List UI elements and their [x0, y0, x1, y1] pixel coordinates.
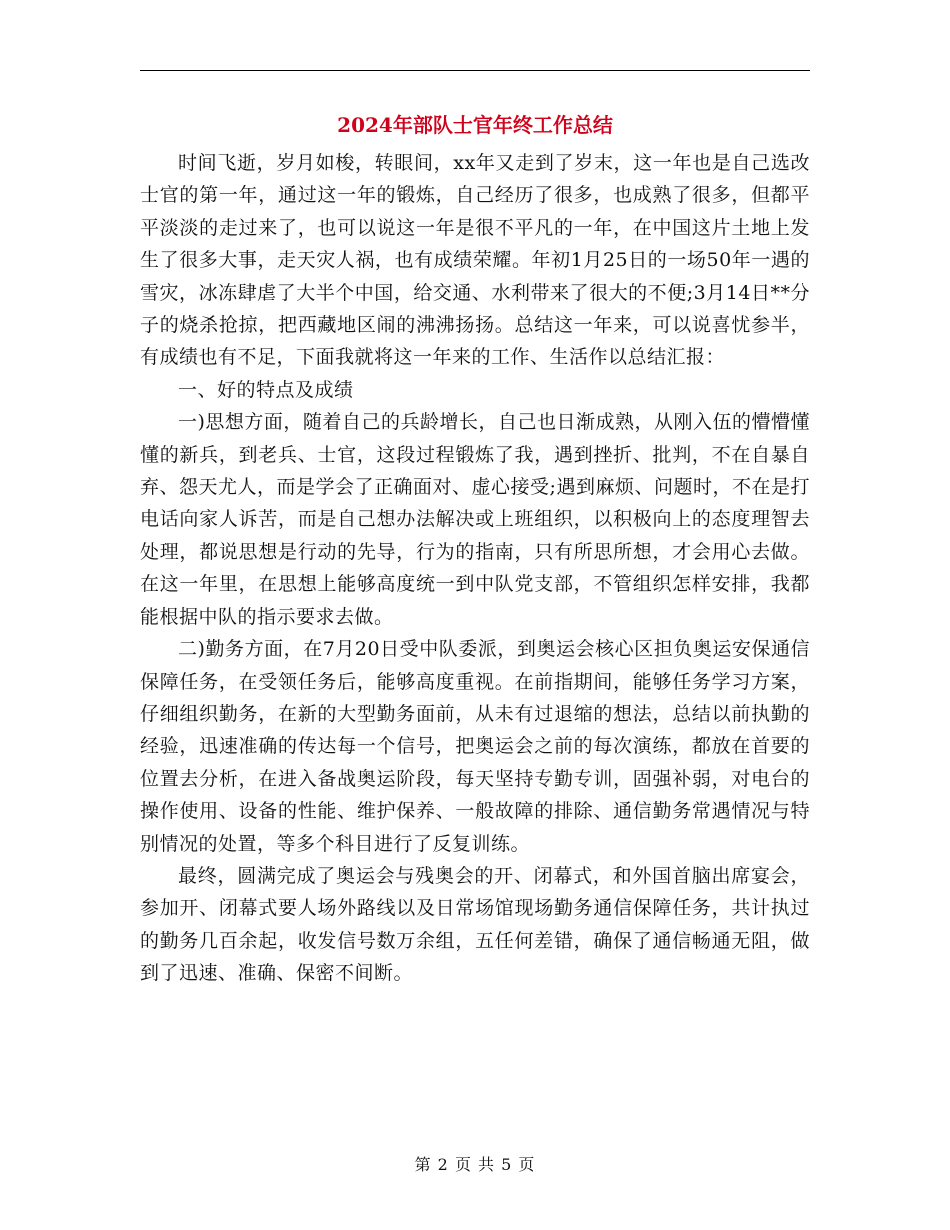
paragraph-duty: 二)勤务方面，在7月20日受中队委派，到奥运会核心区担负奥运安保通信保障任务，在受领任务后，能够高度重视。在前指期间，能够任务学习方案，仔细组织勤务，在新的大型勤务面前，从未有过退缩的想法，总结以前执勤的经验，迅速准确的传达每一个信号，把奥运会之前的每次演练，都放在首要的位置去分析，在进入备战奥运阶段，每天坚持专勤专训，固强补弱，对电台的操作使用、设备的性能、维护保养、一般故障的排除、通信勤务常遇情况与特别情况的处置，等多个科目进行了反复训练。	[140, 638, 810, 855]
paragraph-final: 最终，圆满完成了奥运会与残奥会的开、闭幕式，和外国首脑出席宴会，参加开、闭幕式要人场外路线以及日常场馆现场勤务通信保障任务，共计执过的勤务几百余起，收发信号数万余组，五任何差错，确保了通信畅通无阻，做到了迅速、准确、保密不间断。	[140, 864, 810, 985]
paragraph-intro: 时间飞逝，岁月如梭，转眼间，xx年又走到了岁末，这一年也是自己选改士官的第一年，通过这一年的锻炼，自己经历了很多，也成熟了很多，但都平平淡淡的走过来了，也可以说这一年是很不平凡的一年，在中国这片土地上发生了很多大事，走天灾人祸，也有成绩荣耀。年初1月25日的一场50年一遇的雪灾，冰冻肆虐了大半个中国，给交通、水利带来了很大的不便;3月14日**分子的烧杀抢掠，把西藏地区闹的沸沸扬扬。总结这一年来，可以说喜忧参半，有成绩也有不足，下面我就将这一年来的工作、生活作以总结汇报：	[140, 152, 810, 369]
header-rule	[140, 70, 810, 71]
document-body	[140, 147, 810, 990]
section-heading: 一、好的特点及成绩	[178, 378, 354, 401]
page-footer: 第 2 页 共 5 页	[414, 1155, 536, 1174]
document-title: 2024年部队士官年终工作总结	[337, 113, 613, 137]
paragraph-thinking: 一)思想方面，随着自己的兵龄增长，自己也日渐成熟，从刚入伍的懵懵懂懂的新兵，到老兵、士官，这段过程锻炼了我，遇到挫折、批判，不在自暴自弃、怨天尤人，而是学会了正确面对、虚心接受;遇到麻烦、问题时，不在是打电话向家人诉苦，而是自己想办法解决或上班组织，以积极向上的态度理智去处理，都说思想是行动的先导，行为的指南，只有所思所想，才会用心去做。在这一年里，在思想上能够高度统一到中队党支部，不管组织怎样安排，我都能根据中队的指示要求去做。	[140, 411, 810, 628]
